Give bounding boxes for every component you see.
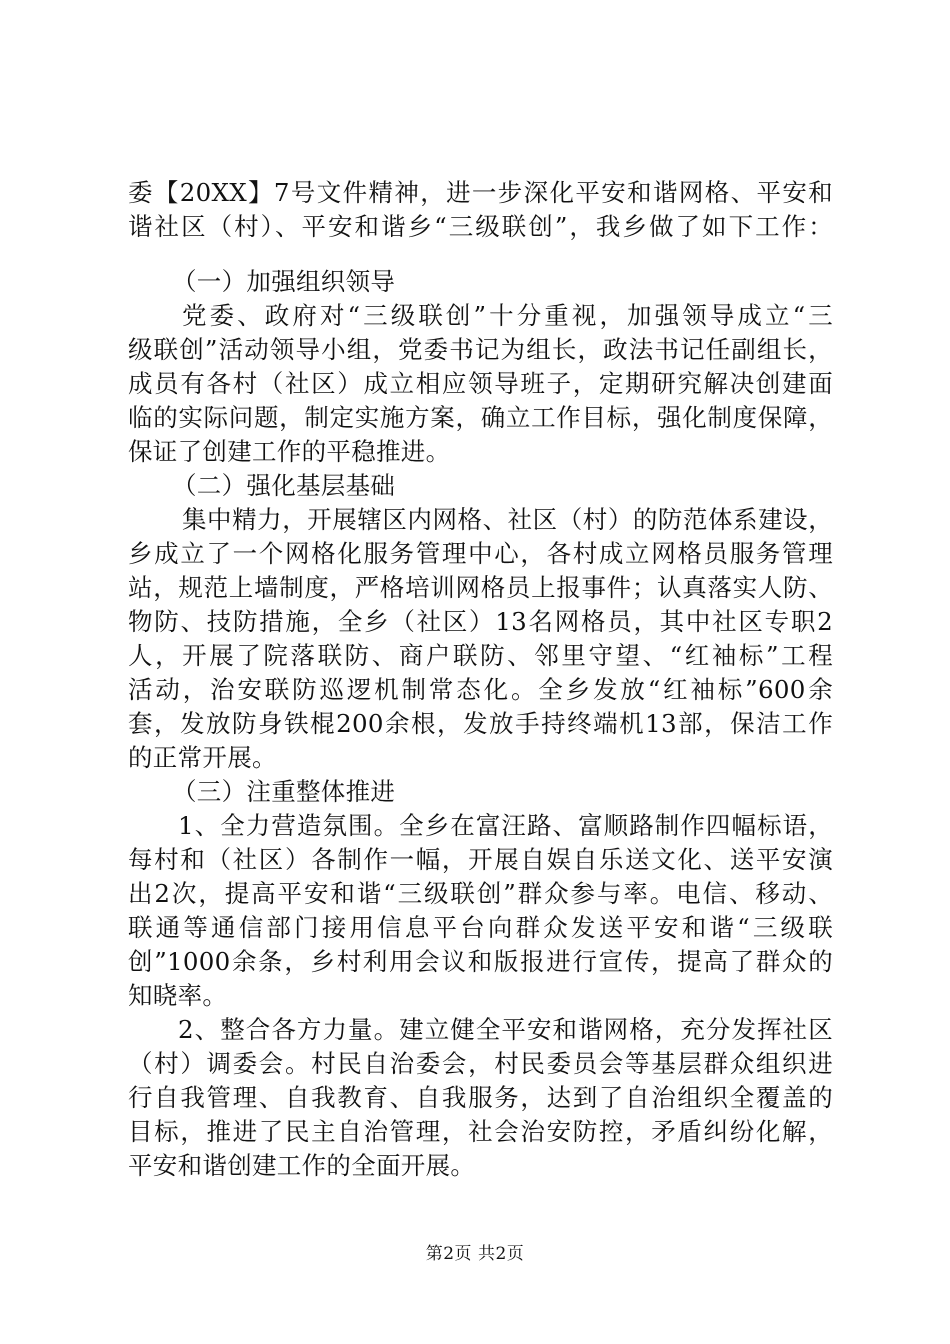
- paragraph-line: 联通等通信部门接用信息平台向群众发送平安和谐“三级联: [128, 913, 833, 942]
- paragraph-line: 平安和谐创建工作的全面开展。: [128, 1151, 476, 1180]
- paragraph-line: 保证了创建工作的平稳推进。: [128, 437, 451, 466]
- paragraph-line: 集中精力，开展辖区内网格、社区（村）的防范体系建设，: [182, 505, 833, 534]
- section-heading-1: （一）加强组织领导: [172, 267, 396, 296]
- paragraph-line: 1、全力营造氛围。全乡在富汪路、富顺路制作四幅标语，: [178, 811, 833, 840]
- paragraph-line: 目标，推进了民主自治管理，社会治安防控，矛盾纠纷化解，: [128, 1117, 833, 1146]
- paragraph-line: 行自我管理、自我教育、自我服务，达到了自治组织全覆盖的: [128, 1083, 833, 1112]
- paragraph-line: 活动，治安联防巡逻机制常态化。全乡发放“红袖标”600余: [128, 675, 833, 704]
- paragraph-line: 党委、政府对“三级联创”十分重视，加强领导成立“三: [182, 301, 833, 330]
- paragraph-line: 谐社区（村）、平安和谐乡“三级联创”，我乡做了如下工作：: [128, 212, 833, 241]
- paragraph-line: 知晓率。: [128, 981, 228, 1010]
- paragraph-line: 创”1000余条，乡村利用会议和版报进行宣传，提高了群众的: [128, 947, 833, 976]
- paragraph-line: 临的实际问题，制定实施方案，确立工作目标，强化制度保障，: [128, 403, 833, 432]
- paragraph-line: （村）调委会。村民自治委会，村民委员会等基层群众组织进: [128, 1049, 833, 1078]
- paragraph-line: 委【20XX】7号文件精神，进一步深化平安和谐网格、平安和: [128, 178, 833, 207]
- paragraph-line: 的正常开展。: [128, 743, 277, 772]
- paragraph-line: 套，发放防身铁棍200余根，发放手持终端机13部，保洁工作: [128, 709, 833, 738]
- paragraph-line: 成员有各村（社区）成立相应领导班子，定期研究解决创建面: [128, 369, 833, 398]
- paragraph-line: 级联创”活动领导小组，党委书记为组长，政法书记任副组长，: [128, 335, 833, 364]
- paragraph-line: 人，开展了院落联防、商户联防、邻里守望、“红袖标”工程: [128, 641, 833, 670]
- paragraph-line: 每村和（社区）各制作一幅，开展自娱自乐送文化、送平安演: [128, 845, 833, 874]
- paragraph-line: 物防、技防措施，全乡（社区）13名网格员，其中社区专职2: [128, 607, 833, 636]
- paragraph-line: 站，规范上墙制度，严格培训网格员上报事件；认真落实人防、: [128, 573, 833, 602]
- page-footer: 第2页 共2页: [425, 1244, 525, 1264]
- paragraph-line: 2、整合各方力量。建立健全平安和谐网格，充分发挥社区: [178, 1015, 833, 1044]
- section-heading-2: （二）强化基层基础: [172, 471, 396, 500]
- section-heading-3: （三）注重整体推进: [172, 777, 396, 806]
- paragraph-line: 乡成立了一个网格化服务管理中心，各村成立网格员服务管理: [128, 539, 833, 568]
- paragraph-line: 出2次，提高平安和谐“三级联创”群众参与率。电信、移动、: [128, 879, 833, 908]
